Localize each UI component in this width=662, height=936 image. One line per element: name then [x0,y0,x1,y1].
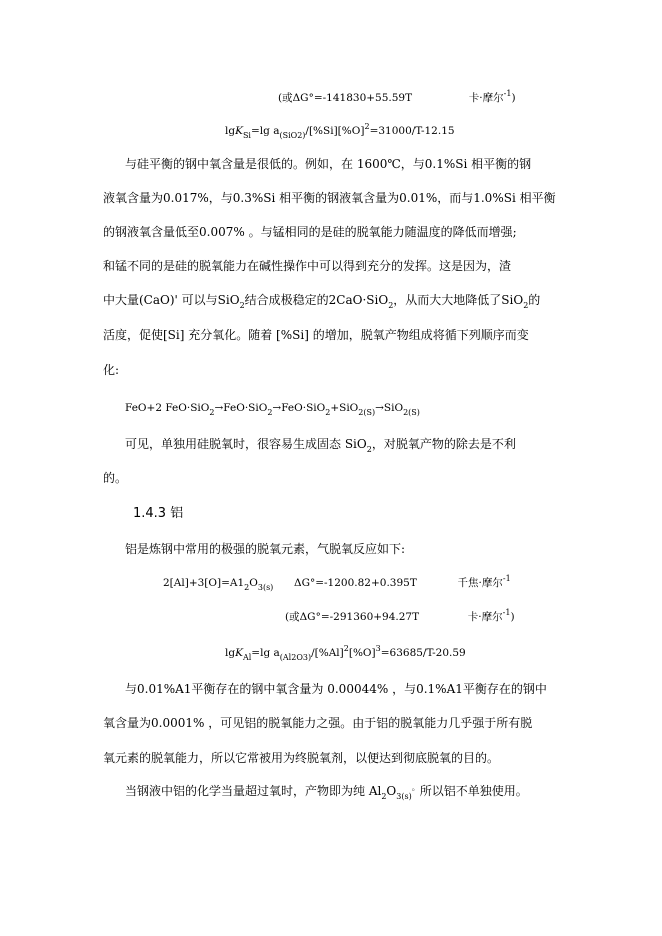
paren-close: ) [510,611,515,623]
text-run: →SiO [375,402,404,414]
equation-text: /[%Al] [311,647,344,659]
superscript: 3 [375,644,381,653]
text-run: 所以铝不单独使用。 [419,784,528,798]
paragraph-line: 氧含量为0.0001% ，可见铝的脱氧能力之强。由于铝的脱氧能力几乎强于所有脱 [103,716,533,730]
equation-line-2 [225,123,455,140]
text-run: 中大量(CaO)' 可以与SiO [103,293,240,307]
paragraph-line: 的钢液氧含量低至0.007% 。与锰相同的是硅的脱氧能力随温度的降低而增强; [103,225,517,239]
subscript: 3(s) [257,583,274,592]
paragraph-line: 和锰不同的是硅的脱氧能力在碱性操作中可以得到充分的发挥。这是因为，渣 [103,259,512,273]
subscript: 2 [523,301,529,310]
subscript: 2 [381,792,387,801]
lg-text: lg [225,125,236,137]
subscript: 2 [366,445,372,454]
paragraph-line [103,292,540,310]
text-run: FeO+2 FeO·SiO [125,402,210,414]
equation-text: ΔG°=-1200.82+0.395T [293,577,417,589]
subscript: 2 [388,301,394,310]
paragraph-line [125,783,528,801]
paragraph-line: 与0.01%A1平衡存在的钢中氧含量为 0.00044% ，与0.1%A1平衡存在的钢中 [125,682,547,696]
subscript: 2(S) [358,408,376,417]
text-run: ，对脱氧产物的除去是不利 [371,437,516,451]
subscript: (Al2O3) [279,653,312,662]
equation-text: O [249,577,258,589]
equation-line-3 [163,575,511,592]
superscript: -1 [502,574,511,583]
subscript: 2 [244,583,250,592]
subscript: 3(s) [396,792,412,801]
text-run: 的 [528,293,541,307]
k-symbol: K [235,647,243,659]
equation-line-5 [225,645,466,662]
paren-close: ) [511,92,516,104]
unit-text: 千焦·摩尔 [457,577,503,589]
text-run: 当钢液中铝的化学当量超过氧时，产物即为纯 Al [125,784,382,798]
paragraph-line [125,436,516,454]
equation-text: (或ΔG°=-291360+94.27T [285,611,420,623]
equation-line-4 [285,609,515,626]
paragraph-line: 氧元素的脱氧能力，所以它常被用为终脱氧剂，以便达到彻底脱氧的目的。 [103,751,500,765]
equation-text: =31000/T-12.15 [369,125,455,137]
subscript: 2(S) [403,408,420,417]
text-run: O [386,784,397,798]
paragraph-line: 化: [103,363,120,377]
text-run: →FeO·SiO [272,402,326,414]
section-heading: 1.4.3 铝 [133,506,184,521]
k-symbol: K [235,125,243,137]
text-run: →FeO·SiO [214,402,268,414]
equation-line-1 [278,90,516,107]
equation-text: [%O] [348,647,376,659]
equation-text: =lg a [251,647,280,659]
superscript: 2 [343,644,349,653]
subscript: 2 [325,408,331,417]
text-run: +SiO [330,402,359,414]
equation-text: /[%Si][%O] [305,125,365,137]
text-run: 可见，单独用硅脱氧时，很容易生成固态 SiO [125,437,367,451]
subscript: 2 [209,408,215,417]
equation-text: 2[Al]+3[O]=A1 [163,577,245,589]
paragraph-line: 活度，促使[Si] 充分氧化。随着 [%Si] 的增加，脱氧产物组成将循下列顺序而变 [103,328,529,342]
superscript: -1 [502,608,511,617]
subscript: Si [242,131,251,140]
subscript: 2 [239,301,245,310]
paragraph-line: 液氧含量为0.017%，与0.3%Si 相平衡的钢液氧含量为0.01%，而与1.0%Si 相平衡 [103,191,556,205]
subscript: 2 [267,408,273,417]
paragraph-line: 铝是炼钢中常用的极强的脱氧元素，气脱氧反应如下: [125,542,406,556]
reaction-sequence [125,400,420,417]
unit-text: 卡·摩尔 [467,611,503,623]
equation-text: =lg a [251,125,280,137]
lg-text: lg [225,647,236,659]
text-run: 结合成极稳定的2CaO·SiO [244,293,389,307]
text-run: ，从而大大地降低了SiO [393,293,524,307]
superscript: -1 [503,89,512,98]
superscript: 2 [364,122,370,131]
equation-text: =63685/T-20.59 [380,647,466,659]
paragraph-line: 与硅平衡的钢中氧含量是很低的。例如，在 1600℃，与0.1%Si 相平衡的钢 [125,157,532,171]
period-mark: 。 [411,783,420,792]
unit-text: 卡·摩尔 [468,92,504,104]
subscript: (SiO2) [279,131,306,140]
paragraph-line: 的。 [103,471,128,485]
equation-text: (或ΔG°=-141830+55.59T [278,92,413,104]
subscript: Al [242,653,252,662]
